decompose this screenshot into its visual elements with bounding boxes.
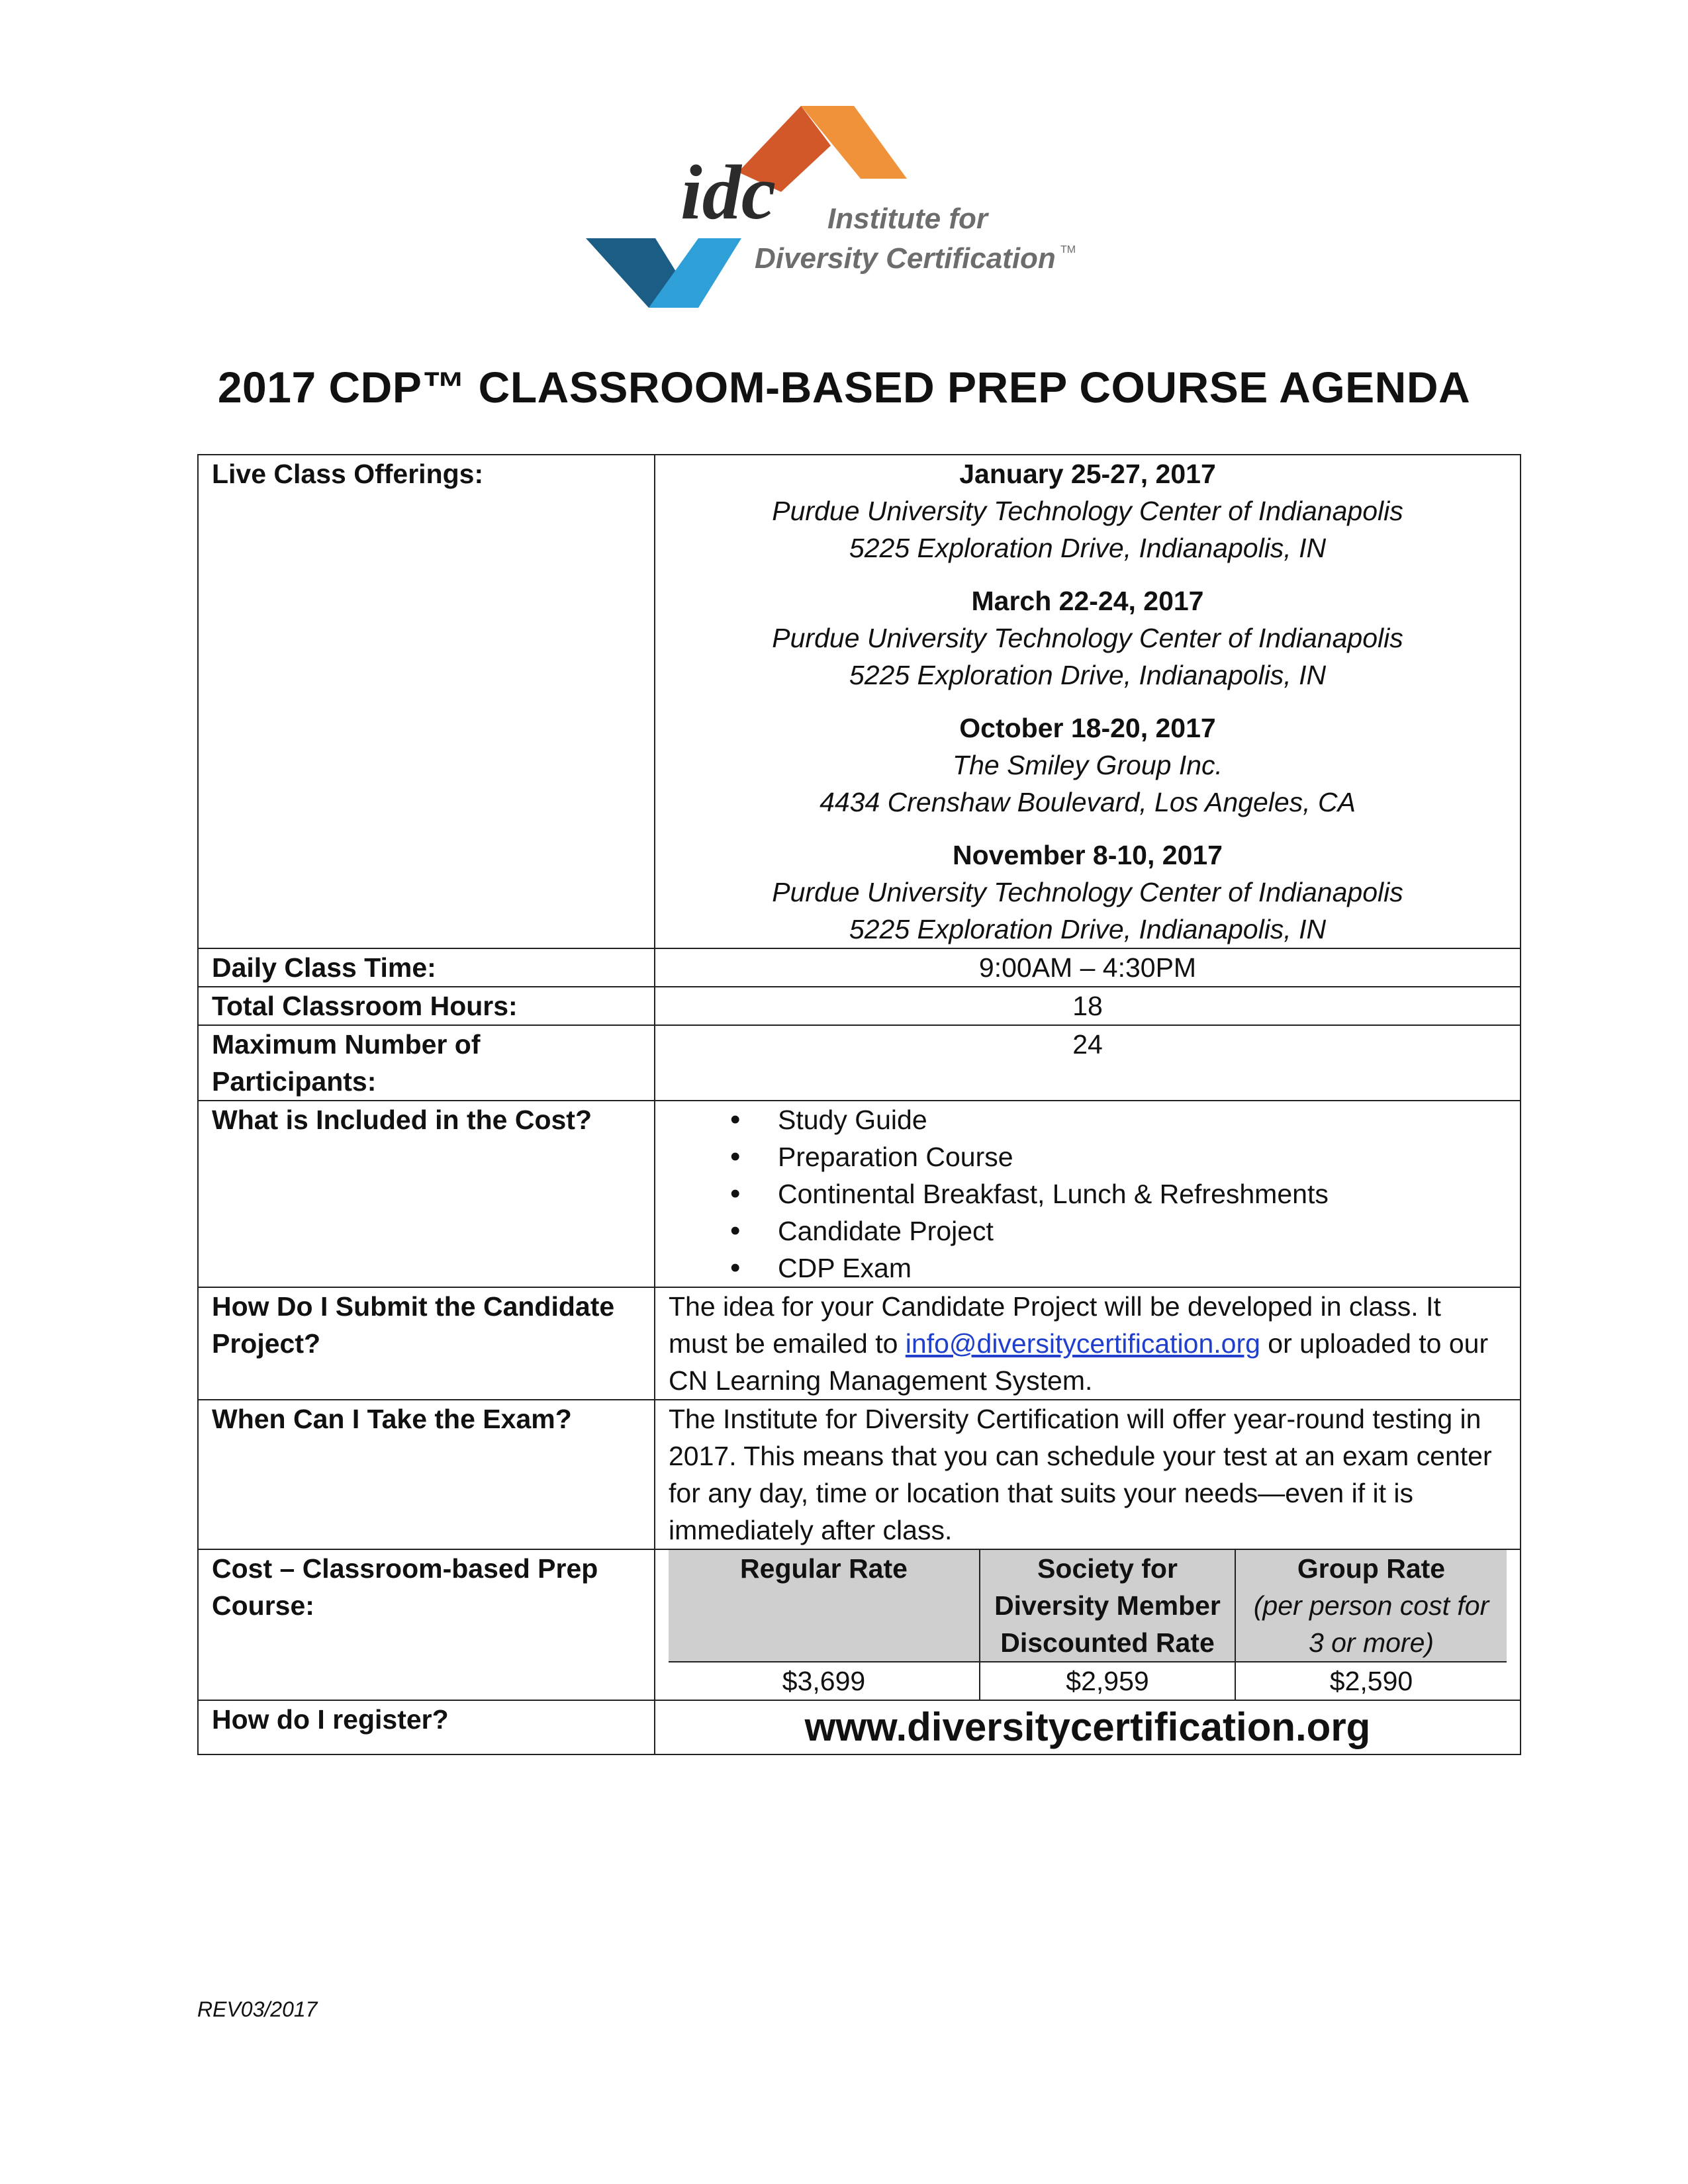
offering-item: [669, 582, 1507, 694]
offering-date: November 8-10, 2017: [953, 840, 1223, 870]
offering-address: 5225 Exploration Drive, Indianapolis, IN: [849, 914, 1327, 944]
offering-venue: The Smiley Group Inc.: [953, 750, 1223, 780]
row-included-in-cost: [198, 1101, 1521, 1287]
offering-venue: Purdue University Technology Center of Indianapolis: [772, 496, 1403, 526]
offering-date: March 22-24, 2017: [971, 586, 1204, 616]
group-rate-note: (per person cost for 3 or more): [1253, 1590, 1489, 1658]
page-title: 2017 CDP™ CLASSROOM-BASED PREP COURSE AGENDA: [217, 363, 1471, 412]
row-live-class-offerings: [198, 455, 1521, 948]
included-list: [669, 1101, 1507, 1287]
register-url-link[interactable]: www.diversitycertification.org: [804, 1705, 1371, 1749]
offering-item: [669, 837, 1507, 948]
register-cell: [655, 1700, 1521, 1754]
row-register: [198, 1700, 1521, 1754]
list-item: • Preparation Course: [778, 1138, 1507, 1175]
value-regular-rate: $3,699: [669, 1662, 980, 1700]
label-daily-class-time: Daily Class Time:: [198, 948, 655, 987]
label-cost: Cost – Classroom-based Prep Course:: [198, 1549, 655, 1700]
value-max-participants: 24: [655, 1025, 1521, 1101]
row-max-participants: [198, 1025, 1521, 1101]
offering-date: October 18-20, 2017: [959, 713, 1216, 743]
header-society-rate: Society for Diversity Member Discounted Rate: [980, 1550, 1235, 1662]
offering-item: [669, 455, 1507, 567]
revision-note: REV03/2017: [197, 1997, 318, 2021]
offering-venue: Purdue University Technology Center of Indianapolis: [772, 877, 1403, 907]
submit-project-cell: [655, 1287, 1521, 1400]
label-total-classroom-hours: Total Classroom Hours:: [198, 987, 655, 1025]
agenda-table: [197, 454, 1521, 1755]
offering-venue: Purdue University Technology Center of Indianapolis: [772, 623, 1403, 653]
label-max-participants: Maximum Number of Participants:: [198, 1025, 655, 1101]
label-exam: When Can I Take the Exam?: [198, 1400, 655, 1549]
value-daily-class-time: 9:00AM – 4:30PM: [655, 948, 1521, 987]
rates-value-row: [669, 1662, 1507, 1700]
offering-date: January 25-27, 2017: [959, 459, 1216, 489]
submit-text-before: The idea for your Candidate Project will be developed in class. It must be emailed to: [669, 1291, 1441, 1359]
row-daily-class-time: [198, 948, 1521, 987]
label-submit-project: How Do I Submit the Candidate Project?: [198, 1287, 655, 1400]
logo-trademark: TM: [1060, 244, 1076, 255]
label-included-in-cost: What is Included in the Cost?: [198, 1101, 655, 1287]
list-item: • Study Guide: [778, 1101, 1507, 1138]
value-society-rate: $2,959: [980, 1662, 1235, 1700]
rates-header-row: [669, 1550, 1507, 1662]
offering-address: 5225 Exploration Drive, Indianapolis, IN: [849, 660, 1327, 690]
submit-text-after: or uploaded to our CN Learning Management System.: [669, 1328, 1489, 1396]
offering-item: [669, 709, 1507, 821]
group-rate-title: Group Rate: [1297, 1553, 1446, 1584]
list-item: • Candidate Project: [778, 1212, 1507, 1250]
row-submit-project: [198, 1287, 1521, 1400]
rates-table: [669, 1550, 1507, 1700]
cost-cell: [655, 1549, 1521, 1700]
header-group-rate: [1235, 1550, 1507, 1662]
logo-mark-text: idc: [680, 149, 776, 236]
email-link[interactable]: info@diversitycertification.org: [905, 1328, 1260, 1359]
row-cost: [198, 1549, 1521, 1700]
idc-logo-graphic: [583, 99, 1099, 324]
offerings-cell: [655, 455, 1521, 948]
row-total-classroom-hours: [198, 987, 1521, 1025]
row-exam: [198, 1400, 1521, 1549]
list-item: • CDP Exam: [778, 1250, 1507, 1287]
label-live-class-offerings: Live Class Offerings:: [198, 455, 655, 948]
list-item: • Continental Breakfast, Lunch & Refreshments: [778, 1175, 1507, 1212]
value-total-classroom-hours: 18: [655, 987, 1521, 1025]
offering-address: 4434 Crenshaw Boulevard, Los Angeles, CA: [820, 787, 1356, 817]
value-group-rate: $2,590: [1235, 1662, 1507, 1700]
label-register: How do I register?: [198, 1700, 655, 1754]
header-regular-rate: Regular Rate: [669, 1550, 980, 1662]
logo-line1: Institute for: [827, 203, 988, 235]
offering-address: 5225 Exploration Drive, Indianapolis, IN: [849, 533, 1327, 563]
exam-text: The Institute for Diversity Certification will offer year-round testing in 2017. This means that you can schedule your test at an exam center for any day, time or location that suits your needs—even if it is immediately after class.: [655, 1400, 1521, 1549]
included-cell: [655, 1101, 1521, 1287]
idc-logo: [583, 99, 1099, 324]
logo-line2: Diversity Certification: [755, 242, 1056, 275]
